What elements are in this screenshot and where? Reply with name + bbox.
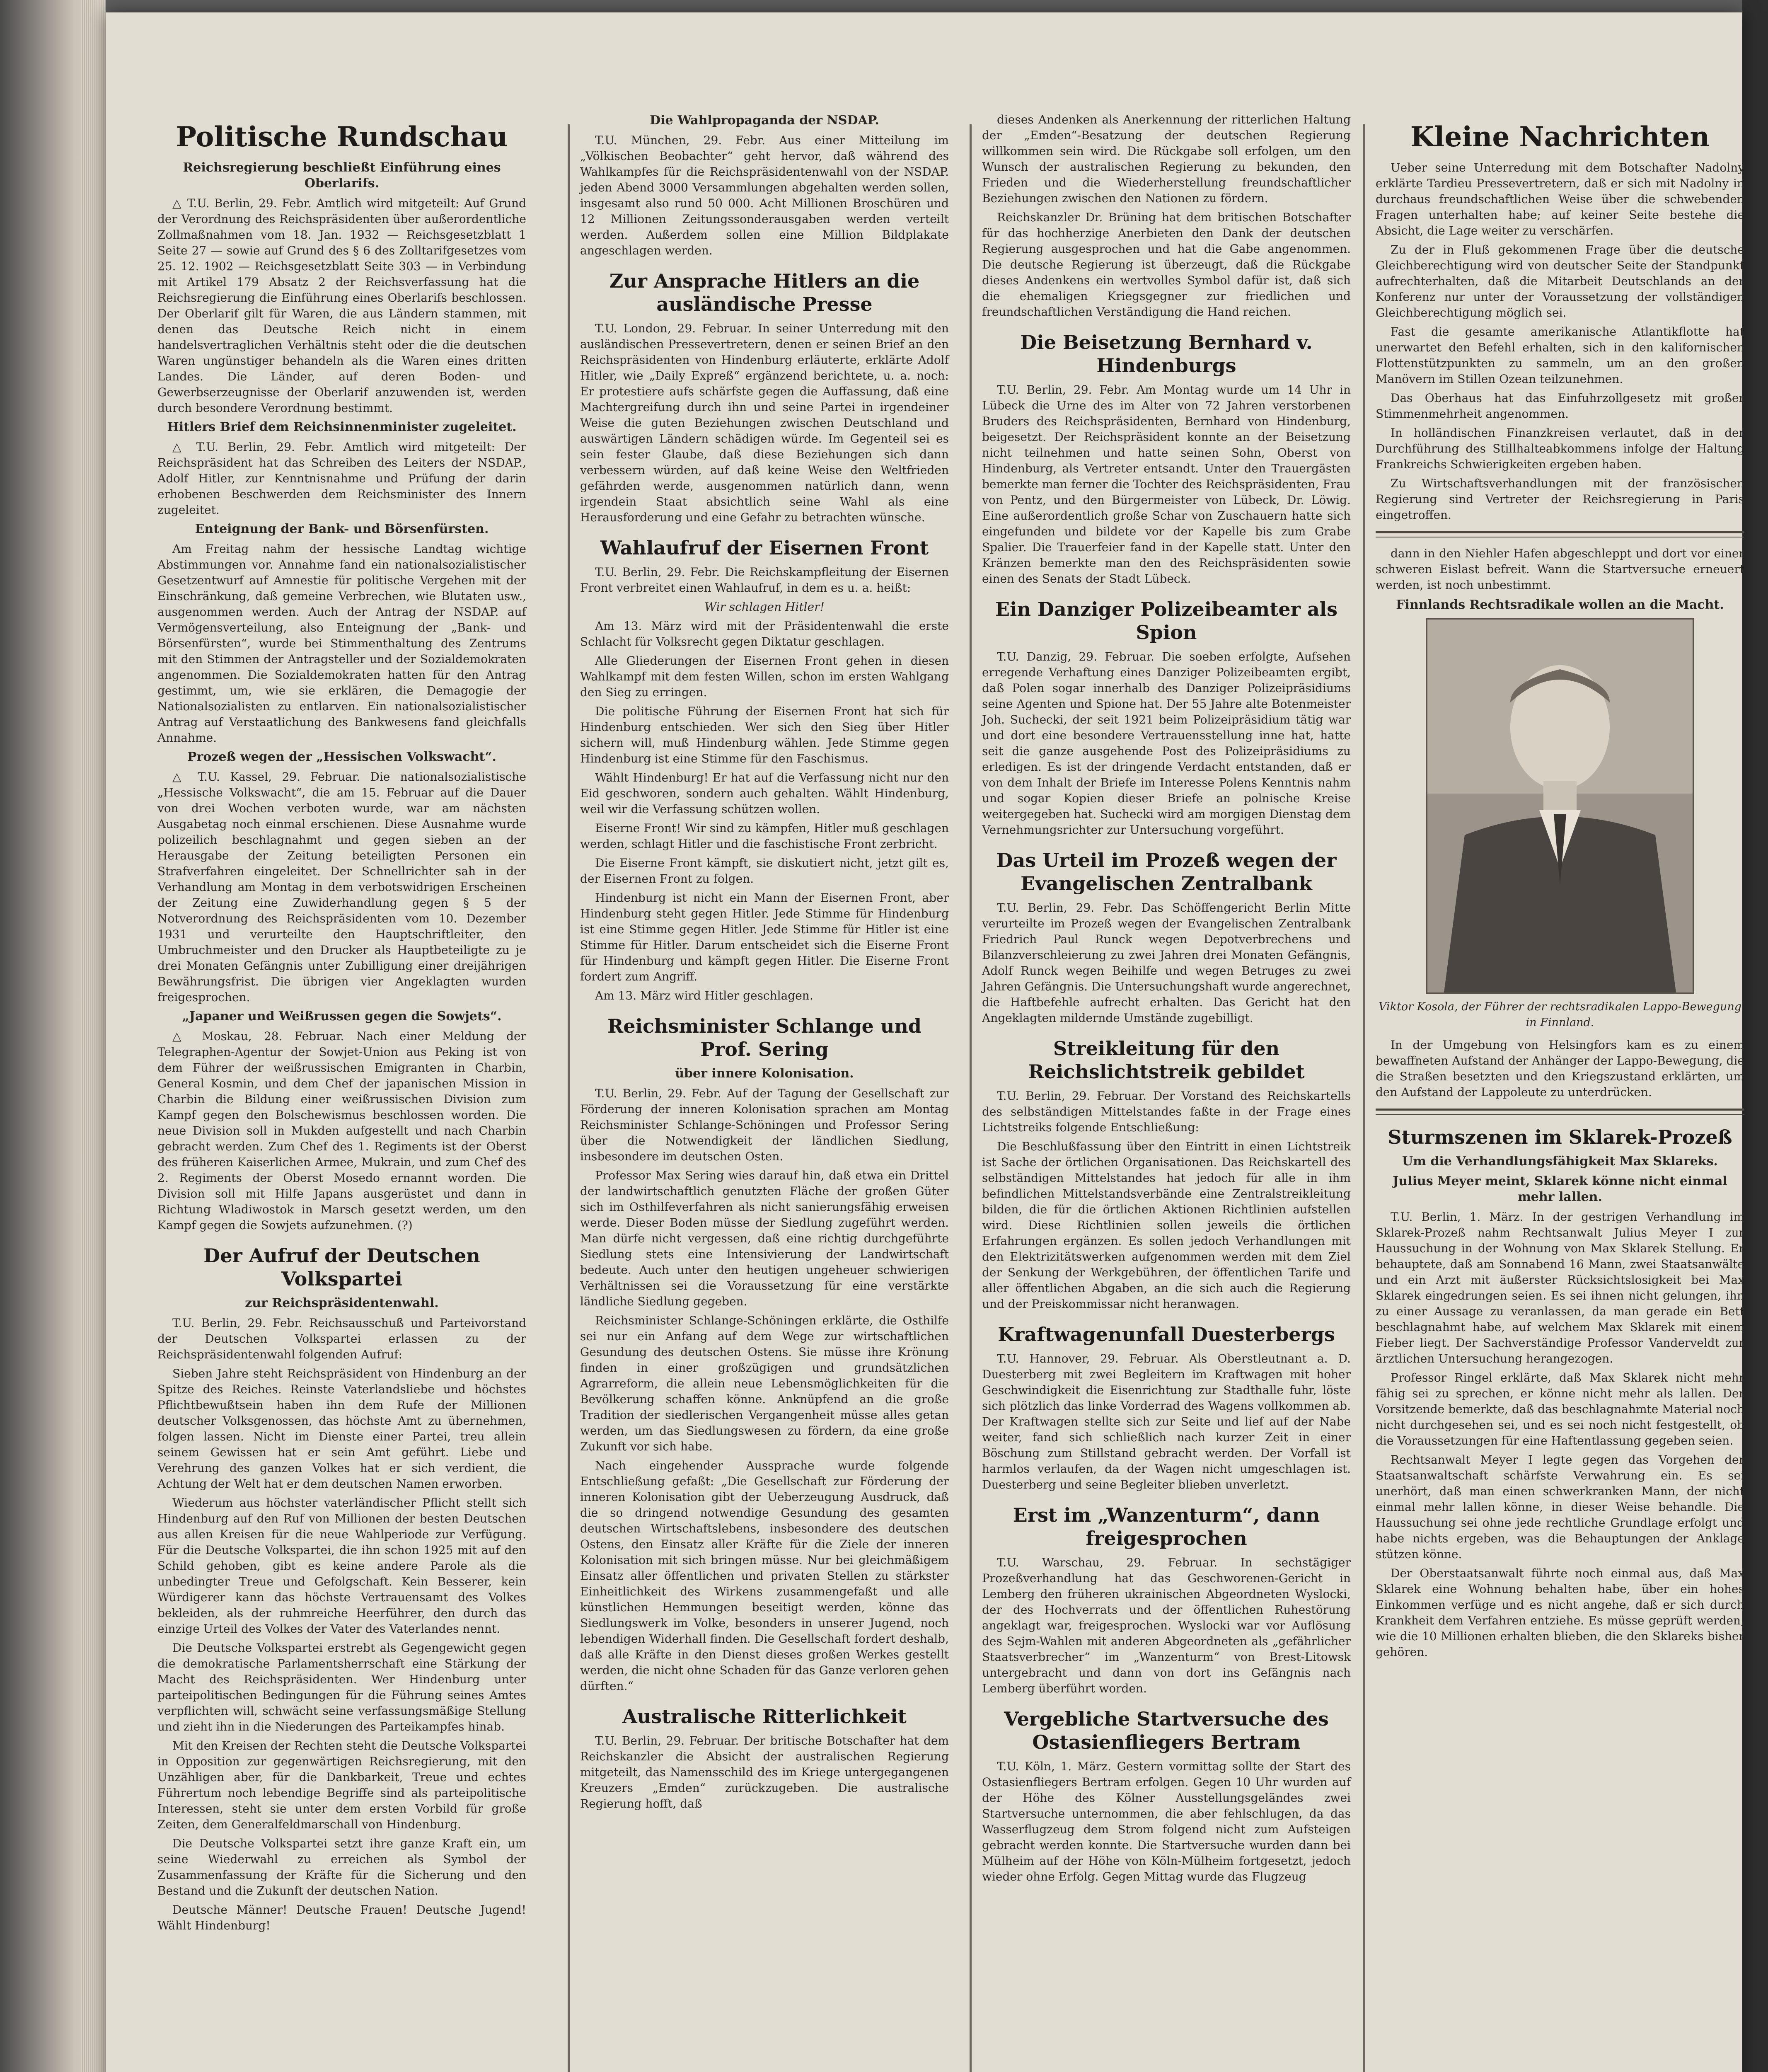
- news-item: Das Oberhaus hat das Einfuhrzollgesetz mit großer Stimmenmehrheit angenommen.: [1376, 391, 1744, 421]
- article-headline: Sturmszenen im Sklarek-Prozeß: [1388, 1126, 1732, 1148]
- article-headline: Vergebliche Startversuche des Ostasienfliegers Bertram: [1004, 1708, 1329, 1753]
- article-paragraph: Rechtsanwalt Meyer I legte gegen das Vorgehen der Staatsanwaltschaft schärfste Verwahrung ein. Es sei unerhört, daß man einen schwerkranken Mann, der nicht einmal mehr lallen könne, in dieser Weise behandle. Die Haussuchung sei ohne jede rechtliche Grundlage erfolgt und habe nichts ergeben, was die Behauptungen der Anklage stützen könne.: [1376, 1453, 1744, 1561]
- column-3: [982, 112, 1351, 1888]
- column-2: [580, 112, 949, 1815]
- article-paragraph: Eiserne Front! Wir sind zu kämpfen, Hitler muß geschlagen werden, schlagt Hitler und die faschistische Front zerbricht.: [580, 821, 949, 851]
- slogan: Wir schlagen Hitler!: [704, 600, 825, 614]
- article-headline: Reichsminister Schlange und Prof. Sering: [607, 1015, 921, 1060]
- article-paragraph: Reichsminister Schlange-Schöningen erklärte, die Osthilfe sei nur ein Anfang auf dem Wege zur wirtschaftlichen Gesundung des deutschen Ostens. Sie müsse ihre Krönung finden in einer großzügigen und grundsätzlichen Agrarreform, die allein neue Lebensmöglichkeiten für die Bevölkerung schaffen könne. Anknüpfend an die große Tradition der siedlerischen Vergangenheit müsse alles getan werden, um das Siedlungswesen zu fördern, da eine große Zukunft vor sich habe.: [580, 1314, 949, 1453]
- article-paragraph: In der Umgebung von Helsingfors kam es zu einem bewaffneten Aufstand der Anhänger der Lappo-Bewegung, die die Straßen besetzten und den Kriegszustand erklärten, um den Aufstand der Lappoleute zu unterdrücken.: [1376, 1038, 1744, 1099]
- article-paragraph: T.U. Hannover, 29. Februar. Als Oberstleutnant a. D. Duesterberg mit zwei Begleitern im Kraftwagen mit hoher Geschwindigkeit die Eisenrichtung zur Stadthalle fuhr, löste sich plötzlich das linke Vorderrad des Wagens vollkommen ab. Der Kraftwagen stellte sich zur Seite und lief auf der Nabe weiter, fand sich schließlich nach kurzer Zeit in einer Böschung zum Stillstand gebracht werden. Der Vorfall ist harmlos verlaufen, da der Wagen nicht umgeschlagen ist. Duesterberg und seine Begleiter blieben unverletzt.: [982, 1352, 1351, 1491]
- article-headline: Prozeß wegen der „Hessischen Volkswacht“.: [187, 750, 496, 764]
- article-subheadline: zur Reichspräsidentenwahl.: [245, 1296, 439, 1310]
- news-item: Fast die gesamte amerikanische Atlantikflotte hat unerwartet den Befehl erhalten, sich in den kalifornischen Flottenstützpunkten zu sammeln, um an den großen Manövern im Stillen Ozean teilzunehmen.: [1376, 325, 1744, 386]
- section-separator: [1376, 1109, 1744, 1115]
- article-paragraph: Die Eiserne Front kämpft, sie diskutiert nicht, jetzt gilt es, der Eisernen Front zu folgen.: [580, 856, 949, 886]
- article-paragraph: Wählt Hindenburg! Er hat auf die Verfassung nicht nur den Eid geschworen, sondern auch gehalten. Wählt Hindenburg, weil wir die Verfassung schützen wollen.: [580, 771, 949, 816]
- article-headline: Zur Ansprache Hitlers an die ausländische Presse: [609, 270, 920, 315]
- section-separator: [1376, 531, 1744, 537]
- article-paragraph: △ Moskau, 28. Februar. Nach einer Meldung der Telegraphen-Agentur der Sowjet-Union aus Peking ist von dem Führer der weißrussischen Emigranten in Charbin, General Kosmin, und dem Chef der japanischen Mission in Charbin die Bildung einer weißrussischen Division zum Kampf gegen den Bolschewismus beschlossen worden. Die neue Division soll in Mukden aufgestellt und nach Charbin gebracht werden. Zum Chef des 1. Regiments ist der Oberst des früheren Kaiserlichen Armee, Mukrain, und zum Chef des 2. Regiments der Oberst Mosedo ernannt worden. Die Division soll mit Hilfe Japans ausgerüstet und dann in Richtung Wladiwostok in Marsch gesetzt werden, um den Kampf gegen die Sowjets aufzunehmen. (?): [157, 1029, 526, 1232]
- news-item: Zu der in Fluß gekommenen Frage über die deutsche Gleichberechtigung wird von deutscher Seite der Standpunkt aufrechterhalten, daß die Mitarbeit Deutschlands an der Konferenz nur unter der Voraussetzung der vollständigen Gleichberechtigung möglich sei.: [1376, 243, 1744, 320]
- article-paragraph: △ T.U. Kassel, 29. Februar. Die nationalsozialistische „Hessische Volkswacht“, die am 15. Februar auf die Dauer von drei Wochen verboten wurde, war am nächsten Ausgabetag noch einmal erschienen. Diese Ausnahme wurde polizeilich beschlagnahmt und gegen sieben an der Herausgabe der Zeitung beteiligten Personen ein Strafverfahren eingeleitet. Der Schnellrichter sah in der Verhandlung am Montag in dem verbotswidrigen Erscheinen der Zeitung eine Zuwiderhandlung gegen § 5 der Notverordnung des Reichspräsidenten vom 10. Dezember 1931 und verurteilte den Hauptschriftleiter, den Umbruchmeister und den Drucker als Hauptbeteiligte zu je drei Monaten Gefängnis unter Zubilligung einer dreijährigen Bewährungsfrist. Die übrigen vier Angeklagten wurden freigesprochen.: [157, 770, 526, 1004]
- article-paragraph: Professor Ringel erklärte, daß Max Sklarek nicht mehr fähig sei zu sprechen, er könne nicht mehr als lallen. Der Vorsitzende bemerkte, daß das beschlagnahmte Material noch nicht durchgesehen sei, und es sei noch nicht festgestellt, ob die Voraussetzungen für eine Haftentlassung gegeben seien.: [1376, 1371, 1744, 1447]
- article-paragraph: Nach eingehender Aussprache wurde folgende Entschließung gefaßt: „Die Gesellschaft zur Förderung der inneren Kolonisation gibt der Ueberzeugung Ausdruck, daß die so dringend notwendige Gesundung des gesamten deutschen Wirtschaftslebens, insbesondere des deutschen Ostens, den Einsatz aller Kräfte für die Ziele der inneren Kolonisation mit sich bringen müsse. Nur bei gleichmäßigem Einsatz aller öffentlichen und privaten Stellen zu stärkster Einheitlichkeit des Wirkens zusammengefaßt und alle künstlichen Hemmungen beseitigt werden, könne das Siedlungswerk im Volke, besonders in unserer Jugend, noch lebendigen Widerhall finden. Die Gesellschaft fordert deshalb, daß alle Kräfte in den Dienst dieses großen Werkes gestellt werden, die nicht ohne Schaden für das Ganze verloren gehen dürften.“: [580, 1459, 949, 1693]
- column-rule: [970, 124, 972, 2072]
- article-paragraph: T.U. London, 29. Februar. In seiner Unterredung mit den ausländischen Pressevertretern, denen er seinen Brief an den Reichspräsidenten von Hindenburg erläuterte, erklärte Adolf Hitler, wie „Daily Expreß“ ergänzend berichtete, u. a. noch: Er protestiere aufs schärfste gegen die Auffassung, daß eine Machtergreifung durch ihn und seine Partei in irgendeiner Weise die guten Beziehungen zwischen Deutschland und auswärtigen Ländern schädigen würde. Im Gegenteil sei es sein fester Glaube, daß diese Beziehungen sich dann verbessern würden, auf daß keine Weise den Weltfrieden gefährden werde, ausgenommen natürlich dann, wenn irgendein Staat absichtlich seine Wahl als eine Herausforderung und eine Gefahr zu betrachten wünsche.: [580, 322, 949, 524]
- article-paragraph: Am 13. März wird Hitler geschlagen.: [595, 989, 813, 1002]
- article-headline: Reichsregierung beschließt Einführung eines Oberlarifs.: [183, 160, 501, 191]
- article-subheadline: über innere Kolonisation.: [675, 1066, 854, 1081]
- article-paragraph: Der Oberstaatsanwalt führte noch einmal aus, daß Max Sklarek eine Wohnung behalten habe, über ein hohes Einkommen verfüge und es nicht angehe, daß er sich durch Krankheit dem Verfahren entziehe. Es müsse geprüft werden, wie die 10 Millionen erhalten blieben, die den Sklareks bisher gehören.: [1376, 1566, 1744, 1659]
- article-paragraph: Hindenburg ist nicht ein Mann der Eisernen Front, aber Hindenburg steht gegen Hitler. Jede Stimme für Hindenburg ist eine Stimme gegen Hitler. Jede Stimme für Hitler ist eine Stimme für Hitler. Darum entscheidet sich die Eiserne Front für Hindenburg und kämpft gegen Hitler. Die Eiserne Front fordert zum Angriff.: [580, 891, 949, 983]
- article-headline: Streikleitung für den Reichslichtstreik gebildet: [1028, 1037, 1305, 1083]
- article-headline: Wahlaufruf der Eisernen Front: [600, 537, 929, 559]
- article-paragraph: Alle Gliederungen der Eisernen Front gehen in diesen Wahlkampf mit dem festen Willen, schon im ersten Wahlgang den Sieg zu erringen.: [580, 654, 949, 699]
- column-rule: [1363, 124, 1365, 2072]
- article-headline: Australische Ritterlichkeit: [622, 1705, 907, 1728]
- article-paragraph: Die Deutsche Volkspartei setzt ihre ganze Kraft ein, um seine Wiederwahl zu erreichen als Symbol der Zusammenfassung der Kräfte für die Sicherung und den Bestand und die Zukunft der deutschen Nation.: [157, 1837, 526, 1898]
- photo-caption: Viktor Kosola, der Führer der rechtsradikalen Lappo-Bewegung in Finnland.: [1378, 1000, 1741, 1029]
- article-subheadline: Um die Verhandlungsfähigkeit Max Sklareks.: [1402, 1154, 1718, 1169]
- portrait-photo: [1426, 618, 1694, 994]
- column-4: [1376, 112, 1744, 1663]
- article-headline: Enteignung der Bank- und Börsenfürsten.: [195, 522, 489, 536]
- article-headline: Die Beisetzung Bernhard v. Hindenburgs: [1020, 331, 1313, 377]
- article-paragraph: Die politische Führung der Eisernen Front hat sich für Hindenburg entschieden. Wer sich den Sieg über Hitler sichern will, muß Hindenburg wählen. Jede Stimme gegen Hindenburg ist eine Stimme für den Faschismus.: [580, 704, 949, 765]
- news-item: In holländischen Finanzkreisen verlautet, daß in der Durchführung des Stillhalteabkommens infolge der Haltung Frankreichs Schwierigkeiten ergeben haben.: [1376, 426, 1744, 471]
- scan-shadow: [1742, 0, 1768, 2072]
- article-headline: Das Urteil im Prozeß wegen der Evangelischen Zentralbank: [996, 849, 1337, 895]
- article-paragraph: dieses Andenken als Anerkennung der ritterlichen Haltung der „Emden“-Besatzung der deutschen Regierung willkommen sein wird. Die Rückgabe soll erfolgen, um den Wunsch der australischen Regierung zu bekunden, den Frieden und die Wiederherstellung freundschaftlicher Beziehungen zwischen den Nationen zu fördern.: [982, 113, 1351, 205]
- article-headline: Hitlers Brief dem Reichsinnenminister zugeleitet.: [167, 420, 517, 434]
- article-paragraph: T.U. Berlin, 29. Februar. Der Vorstand des Reichskartells des selbständigen Mittelstandes faßte in der Frage eines Lichtstreiks folgende Entschließung:: [982, 1089, 1351, 1134]
- article-paragraph: Am Freitag nahm der hessische Landtag wichtige Abstimmungen vor. Annahme fand ein nationalsozialistischer Gesetzentwurf auf Amnestie für politische Vergehen mit der Einschränkung, daß gemeine Verbrechen, wie Blutaten usw., ausgenommen werden. Auch der Antrag der NSDAP. auf Vermögensverteilung, also Enteignung der „Bank- und Börsenfürsten“, wurde bei Stimmenthaltung des Zentrums mit den Stimmen der Antragsteller und der Sozialdemokraten angenommen. Die Sozialdemokraten hatten für den Antrag gestimmt, um, wie sie erklären, die Demagogie der Nationalsozialisten zu entlarven. Ein nationalsozialistischer Antrag auf Verstaatlichung des Bankwesens fand gleichfalls Annahme.: [157, 542, 526, 745]
- news-item: Ueber seine Unterredung mit dem Botschafter Nadolny erklärte Tardieu Pressevertretern, daß er sich mit Nadolny in durchaus freundschaftlichen Weise über die schwebenden Fragen unterhalten habe; auf keiner Seite bestehe die Absicht, die Lage weiter zu verschärfen.: [1376, 161, 1744, 237]
- photo-title: Finnlands Rechtsradikale wollen an die Macht.: [1396, 598, 1724, 612]
- article-paragraph: T.U. München, 29. Febr. Aus einer Mitteilung im „Völkischen Beobachter“ geht hervor, daß während des Wahlkampfes für die Reichspräsidentenwahl von der NSDAP. jeden Abend 3000 Versammlungen abgehalten werden sollen, insgesamt also rund 50 000. Acht Millionen Broschüren und 12 Millionen Zeitungssonderausgaben werden verteilt werden. Außerdem sollen eine Million Bildplakate angeschlagen werden.: [580, 133, 949, 257]
- article-headline: „Japaner und Weißrussen gegen die Sowjets“.: [182, 1009, 502, 1024]
- article-headline: Die Wahlpropaganda der NSDAP.: [650, 113, 879, 128]
- section-heading: Politische Rundschau: [176, 121, 508, 153]
- article-paragraph: dann in den Niehler Hafen abgeschleppt und dort vor einer schweren Eislast befreit. Wann die Startversuche erneuert werden, ist noch unbestimmt.: [1376, 547, 1744, 592]
- article-paragraph: T.U. Berlin, 29. Febr. Am Montag wurde um 14 Uhr in Lübeck die Urne des im Alter von 72 Jahren verstorbenen Bruders des Reichspräsidenten, Bernhard von Hindenburg, beigesetzt. Der Reichspräsident konnte an der Beisetzung nicht teilnehmen und hatte seinen Sohn, Oberst von Hindenburg, als Vertreter entsandt. Unter den Trauergästen bemerkte man ferner die Tochter des Reichspräsidenten, Frau von Pentz, und den Bürgermeister von Lübeck, Dr. Löwig. Eine außerordentlich große Schar von Zuschauern hatte sich eingefunden und bildete vor der Kapelle bis zum Grabe Spalier. Die Trauerfeier fand in der Kapelle statt. Unter den Kränzen bemerkte man den des Reichspräsidenten sowie einen des Senats der Stadt Lübeck.: [982, 383, 1351, 586]
- article-paragraph: T.U. Köln, 1. März. Gestern vormittag sollte der Start des Ostasienfliegers Bertram erfolgen. Gegen 10 Uhr wurden auf der Höhe des Kölner Ausstellungsgeländes zwei Startversuche unternommen, die aber fehlschlugen, da das Wasserflugzeug dem Strom folgend nicht zum Aufsteigen gebracht werden konnte. Die Startversuche wurden dann bei Mülheim auf der Höhe von Köln-Mülheim fortgesetzt, jedoch wieder ohne Erfolg. Gegen Mittag wurde das Flugzeug: [982, 1760, 1351, 1883]
- article-paragraph: T.U. Berlin, 1. März. In der gestrigen Verhandlung im Sklarek-Prozeß nahm Rechtsanwalt Julius Meyer I zur Haussuchung in der Wohnung von Max Sklarek Stellung. Er behauptete, daß am Sonnabend 16 Mann, zwei Staatsanwälte und ein Arzt mit äußerster Rücksichtslosigkeit bei Max Sklarek eingedrungen seien. Es sei ihnen nicht gelungen, ihn zu einer Aussage zu veranlassen, da man gerade ein Bett beschlagnahmt habe, auf welchem Max Sklarek mit einem Fieber liegt. Der Sachverständige Professor Vanderveldt zur ärztlichen Untersuchung herangezogen.: [1376, 1210, 1744, 1365]
- article-headline: Kraftwagenunfall Duesterbergs: [998, 1323, 1335, 1346]
- news-item: Zu Wirtschaftsverhandlungen mit der französischen Regierung sind Vertreter der Reichsregierung in Paris eingetroffen.: [1376, 477, 1744, 522]
- article-paragraph: T.U. Berlin, 29. Febr. Auf der Tagung der Gesellschaft zur Förderung der inneren Kolonisation sprachen am Montag Reichsminister Schlange-Schöningen und Professor Sering über die Notwendigkeit der ländlichen Siedlung, insbesondere im deutschen Osten.: [580, 1087, 949, 1163]
- article-headline: Erst im „Wanzenturm“, dann freigesprochen: [1013, 1504, 1320, 1549]
- book-edge: [0, 0, 106, 2072]
- article-paragraph: T.U. Warschau, 29. Februar. In sechstägiger Prozeßverhandlung hat das Geschworenen-Gericht in Lemberg den früheren ukrainischen Abgeordneten Wyslocki, der des Hochverrats und der öffentlichen Ruhestörung angeklagt war, freigesprochen. Wyslocki war vor Auflösung des Sejm-Wahlen mit anderen Abgeordneten als „gefährlicher Staatsverbrecher“ im „Wanzenturm“ von Brest-Litowsk untergebracht und dann von dort ins Gefängnis nach Lemberg überführt worden.: [982, 1556, 1351, 1695]
- article-headline: Der Aufruf der Deutschen Volkspartei: [203, 1244, 480, 1290]
- article-paragraph: Die Beschlußfassung über den Eintritt in einen Lichtstreik ist Sache der örtlichen Organisationen. Das Reichskartell des selbständigen Mittelstandes hat jedoch für alle in ihm befindlichen Mittelstandsverbände eine Zentralstreikleitung bilden, die für die örtlichen Aktionen Richtlinien aufstellen wird. Diese Richtlinien sollen jeweils die örtlichen Erfahrungen ergänzen. Es sollen jedoch Verhandlungen mit den Elektrizitätswerken aufgenommen werden mit dem Ziel der Senkung der Werkgebühren, der öffentlichen Tarife und aller öffentlichen Abgaben, an die sich auch die Regierung und der Preiskommissar nicht heranwagen.: [982, 1140, 1351, 1311]
- section-heading: Kleine Nachrichten: [1410, 121, 1710, 153]
- article-paragraph: T.U. Berlin, 29. Februar. Der britische Botschafter hat dem Reichskanzler die Absicht der australischen Regierung mitgeteilt, das Namensschild des im Kriege untergegangenen Kreuzers „Emden“ zurückzugeben. Die australische Regierung hofft, daß: [580, 1734, 949, 1811]
- article-paragraph: △ T.U. Berlin, 29. Febr. Amtlich wird mitgeteilt: Auf Grund der Verordnung des Reichspräsidenten über außerordentliche Zollmaßnahmen vom 18. Jan. 1932 — Reichsgesetzblatt 1 Seite 27 — sowie auf Grund des § 6 des Zolltarifgesetzes vom 25. 12. 1902 — Reichsgesetzblatt Seite 303 — in Verbindung mit Artikel 179 Absatz 2 der Reichsverfassung hat die Reichsregierung die Einführung eines Oberlarifs beschlossen. Der Oberlarif gilt für Waren, die aus Ländern stammen, mit denen das Deutsche Reich nicht in einem handelsvertraglichen Verhältnis steht oder die die deutschen Waren ungünstiger behandeln als die Waren eines dritten Landes. Die Länder, auf deren Boden- und Gewerbserzeugnisse der Oberlarif anzuwenden ist, werden durch besondere Verordnung bestimmt.: [157, 196, 526, 415]
- column-rule: [568, 124, 570, 2072]
- article-paragraph: Wiederum aus höchster vaterländischer Pflicht stellt sich Hindenburg auf den Ruf von Millionen der besten Deutschen aus allen Kreisen für die neue Wahlperiode zur Verfügung. Für die Deutsche Volkspartei, die ihn schon 1925 mit auf den Schild gehoben, gibt es keine andere Parole als die unbedingter Treue und Gefolgschaft. Kein Besserer, kein Würdigerer kann das höchste Vertrauensamt des Volkes bekleiden, als der ruhmreiche Heerführer, den durch das einzige Urteil des Volkes der Vater des Vaterlandes nennt.: [157, 1496, 526, 1636]
- article-headline: Ein Danziger Polizeibeamter als Spion: [995, 598, 1338, 644]
- article-paragraph: T.U. Berlin, 29. Febr. Das Schöffengericht Berlin Mitte verurteilte im Prozeß wegen der Evangelischen Zentralbank Friedrich Paul Runck wegen Depotverbrechens und Bilanzverschleierung zu zwei Jahren drei Monaten Gefängnis, Adolf Runck wegen Beihilfe und wegen Betruges zu zwei Jahren Gefängnis. Die Untersuchungshaft wurde angerechnet, die Haftbefehle aufrecht erhalten. Das Gericht hat den Angeklagten mildernde Umstände zugebilligt.: [982, 901, 1351, 1025]
- article-paragraph: Sieben Jahre steht Reichspräsident von Hindenburg an der Spitze des Reiches. Reinste Vaterlandsliebe und höchstes Pflichtbewußtsein haben ihn dem Rufe der Millionen deutscher Volksgenossen, das höchste Amt zu übernehmen, folgen lassen. Nicht im Dienste einer Partei, treu allein seinem Gewissen hat er sein Amt geführt. Liebe und Verehrung des ganzen Volkes hat er sich verdient, die Achtung der Welt hat er dem deutschen Namen erworben.: [157, 1367, 526, 1491]
- article-paragraph: Am 13. März wird mit der Präsidentenwahl die erste Schlacht für Volksrecht gegen Diktatur geschlagen.: [580, 619, 949, 649]
- article-subheadline: Julius Meyer meint, Sklarek könne nicht einmal mehr lallen.: [1393, 1174, 1727, 1204]
- article-paragraph: △ T.U. Berlin, 29. Febr. Amtlich wird mitgeteilt: Der Reichspräsident hat das Schreiben des Leiters der NSDAP., Adolf Hitler, zur Kenntnisnahme und Prüfung der darin erhobenen Beschwerden dem Reichsminister des Innern zugeleitet.: [157, 440, 526, 517]
- column-1: [157, 112, 526, 1937]
- article-paragraph: Professor Max Sering wies darauf hin, daß etwa ein Drittel der landwirtschaftlich genutzten Fläche der großen Güter sich im Osthilfeverfahren als nicht sanierungsfähig erweisen werde. Dieser Boden müsse der Siedlung zugeführt werden. Man dürfe nicht vergessen, daß eine richtig durchgeführte Siedlung stets eine Intensivierung der Landwirtschaft bedeute. Auch unter den heutigen ungeheuer schwierigen Verhältnissen sei die Voraussetzung für eine verstärkte ländliche Siedlung gegeben.: [580, 1169, 949, 1308]
- portrait-illustration: [1427, 620, 1693, 992]
- article-paragraph: Die Deutsche Volkspartei erstrebt als Gegengewicht gegen die demokratische Parlamentsherrschaft eine Stärkung der Macht des Reichspräsidenten. Wer Hindenburg unter parteipolitischen Bedingungen für die Führung seines Amtes verpflichten will, schwächt seine verfassungsmäßige Stellung und zieht ihn in die Niederungen des Parteikampfes hinab.: [157, 1641, 526, 1733]
- article-paragraph: T.U. Danzig, 29. Februar. Die soeben erfolgte, Aufsehen erregende Verhaftung eines Danziger Polizeibeamten ergibt, daß Polen sogar innerhalb des Danziger Polizeipräsidiums seine Agenten und Spione hat. Der 55 Jahre alte Botenmeister Joh. Suchecki, der seit 1921 beim Polizeipräsidium tätig war und dort eine besondere Vertrauensstellung inne hat, hatte seit die ganze ausgehende Post des Polizeipräsidiums zu erledigen. Es ist der dringende Verdacht entstanden, daß er von dem Inhalt der Briefe im Interesse Polens Kenntnis nahm und sogar Kopien dieser Briefe an polnische Kreise weitergegeben hat. Suchecki wird am morgigen Dienstag dem Vernehmungsrichter zur Untersuchung vorgeführt.: [982, 650, 1351, 837]
- article-paragraph: Mit den Kreisen der Rechten steht die Deutsche Volkspartei in Opposition zur gegenwärtigen Reichsregierung, mit den Unzähligen aber, für die Dankbarkeit, Treue und echtes Führertum noch lebendige Begriffe sind als parteipolitische Interessen, steht sie unter dem ersten Vorbild für große Zeiten, dem Generalfeldmarschall von Hindenburg.: [157, 1739, 526, 1831]
- article-paragraph: Deutsche Männer! Deutsche Frauen! Deutsche Jugend! Wählt Hindenburg!: [157, 1903, 526, 1932]
- article-paragraph: T.U. Berlin, 29. Febr. Reichsausschuß und Parteivorstand der Deutschen Volkspartei erlassen zu der Reichspräsidentenwahl folgenden Aufruf:: [157, 1316, 526, 1361]
- article-paragraph: T.U. Berlin, 29. Febr. Die Reichskampfleitung der Eisernen Front verbreitet einen Wahlaufruf, in dem es u. a. heißt:: [580, 565, 949, 595]
- article-paragraph: Reichskanzler Dr. Brüning hat dem britischen Botschafter für das hochherzige Anerbieten den Dank der deutschen Regierung ausgesprochen und hat die Gabe angenommen. Die deutsche Regierung ist überzeugt, daß die Rückgabe dieses Andenkens ein wertvolles Symbol dafür ist, daß sich die ehemaligen Kriegsgegner zur friedlichen und freundschaftlichen Verständigung die Hand reichen.: [982, 211, 1351, 319]
